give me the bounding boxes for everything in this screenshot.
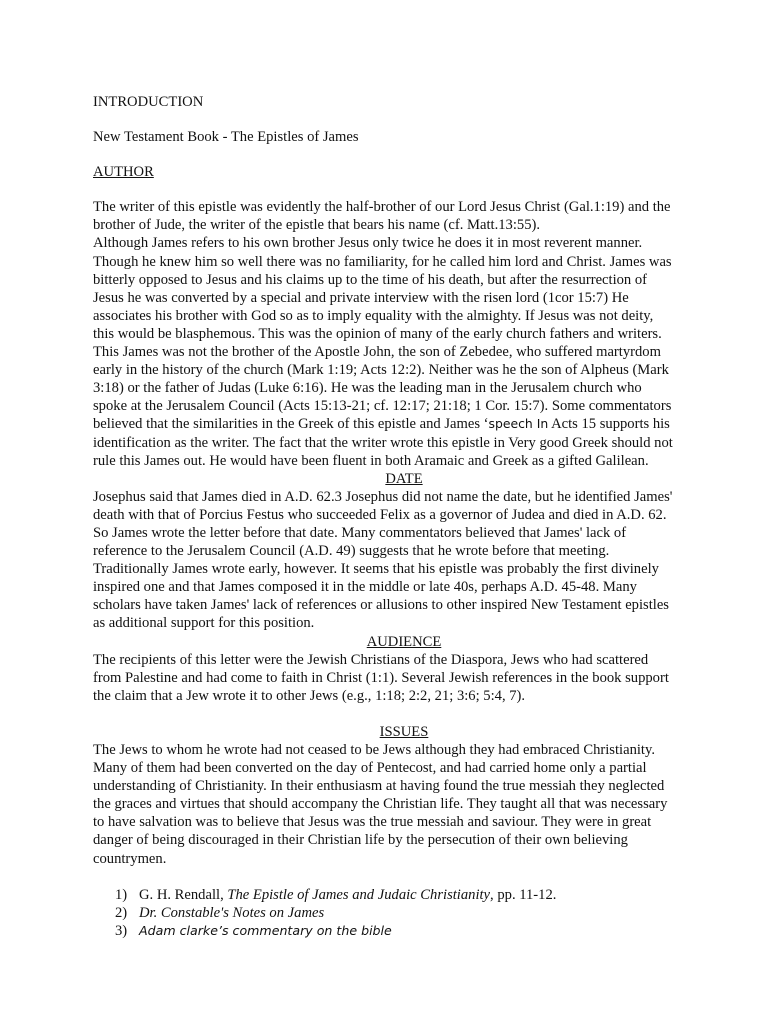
issues-line: the graces and virtues that should accompany the Christian life. They taught all that was necessary <box>93 796 668 813</box>
author-line: associates his brother with God so as to imply equality with the almighty. If Jesus was not deity, <box>93 307 654 324</box>
document-subtitle: New Testament Book - The Epistles of James <box>93 129 359 146</box>
footnote-pages: , pp. 11-12. <box>490 886 557 903</box>
author-line: This James was not the brother of the Apostle John, the son of Zebedee, who suffered martyrdom <box>93 344 661 361</box>
issues-line: The Jews to whom he wrote had not ceased to be Jews although they had embraced Christianity. <box>93 742 655 758</box>
footnote-title: The Epistle of James and Judaic Christianity <box>227 886 491 903</box>
author-line: early in the history of the church (Mark 1:19; Acts 12:2). Neither was he the son of Alpheus (Mark <box>93 362 669 379</box>
footnote-item <box>115 922 715 940</box>
footnotes-list <box>93 886 715 940</box>
author-line: The writer of this epistle was evidently the half-brother of our Lord Jesus Christ (Gal.1:19) and the <box>93 199 671 216</box>
author-line-mixed-font <box>93 415 715 433</box>
issues-heading: ISSUES <box>379 723 429 740</box>
date-heading: DATE <box>385 470 423 487</box>
issues-line: understanding of Christianity. In their enthusiasm at having found the true messiah they neglected <box>93 778 665 795</box>
author-line-part-sans: speech In <box>488 416 549 432</box>
author-section <box>93 198 715 469</box>
author-line: spoke at the Jerusalem Council (Acts 15:13-21; cf. 12:17; 21:18; 1 Cor. 15:7). Some commentators <box>93 398 672 415</box>
document-heading: INTRODUCTION <box>93 94 204 110</box>
date-line: So James wrote the letter before that date. Many commentators believed that James' lack of <box>93 524 627 541</box>
date-line: reference to the Jerusalem Council (A.D. 49) suggests that he wrote before that meeting. <box>93 543 610 560</box>
date-line: inspired one and that James composed it in the middle or late 40s, perhaps A.D. 45-48. Many <box>93 579 637 596</box>
author-line: rule this James out. He would have been fluent in both Aramaic and Greek as a gifted Galilean. <box>93 452 649 469</box>
author-line: brother of Jude, the writer of the epistle that bears his name (cf. Matt.13:55). <box>93 217 540 234</box>
footnote-item <box>115 904 715 922</box>
date-line: Traditionally James wrote early, however. It seems that his epistle was probably the first divinely <box>93 561 659 578</box>
author-line-part: believed that the similarities in the Greek of this epistle and James ‘ <box>93 416 489 433</box>
footnote-title: Adam clarke’s commentary on the bible <box>139 922 392 938</box>
footnote-number: 3) <box>115 922 128 939</box>
author-line: Although James refers to his own brother Jesus only twice he does it in most reverent manner. <box>93 235 643 252</box>
audience-heading: AUDIENCE <box>366 633 442 650</box>
date-line: Josephus said that James died in A.D. 62.3 Josephus did not name the date, but he identified James' <box>93 488 673 505</box>
issues-line: to have salvation was to believe that Jesus was the true messiah and saviour. They were in great <box>93 814 652 831</box>
date-line: as additional support for this position. <box>93 615 315 632</box>
author-line: bitterly opposed to Jesus and his claims up to the time of his death, but after the resurrection of <box>93 271 648 288</box>
audience-line: the claim that a Jew wrote it to other Jews (e.g., 1:18; 2:2, 21; 3:6; 5:4, 7). <box>93 687 526 704</box>
issues-section <box>93 741 715 868</box>
issues-line: danger of being discouraged in their Christian life by the persecution of their own believing <box>93 832 628 849</box>
date-line: scholars have taken James' lack of references or allusions to other inspired New Testament epistles <box>93 597 669 614</box>
footnote-item <box>115 886 715 904</box>
audience-line: from Palestine and had come to faith in Christ (1:1). Several Jewish references in the book support <box>93 669 669 686</box>
date-section <box>93 488 715 633</box>
document-page <box>93 88 715 940</box>
author-line: Jesus he was converted by a special and private interview with the risen lord (1cor 15:7) He <box>93 289 629 306</box>
author-heading: AUTHOR <box>93 164 154 181</box>
audience-section <box>93 651 715 705</box>
issues-line: countrymen. <box>93 850 167 867</box>
issues-line: Many of them had been converted on the day of Pentecost, and had carried home only a partial <box>93 760 647 777</box>
footnote-number: 2) <box>115 904 128 921</box>
author-line: identification as the writer. The fact that the writer wrote this epistle in Very good Greek should not <box>93 434 673 451</box>
author-line-part: Acts 15 supports his <box>548 416 670 433</box>
author-line: this would be blasphemous. This was the opinion of many of the early church fathers and writers. <box>93 325 662 342</box>
date-line: death with that of Porcius Festus who succeeded Felix as a governor of Judea and died in A.D. 62. <box>93 506 667 523</box>
audience-line: The recipients of this letter were the Jewish Christians of the Diaspora, Jews who had scattered <box>93 651 649 668</box>
footnote-author: G. H. Rendall, <box>139 886 228 903</box>
footnote-number: 1) <box>115 886 128 903</box>
author-line: 3:18) or the father of Judas (Luke 6:16). He was the leading man in the Jerusalem church who <box>93 380 642 397</box>
footnote-title: Dr. Constable's Notes on James <box>139 904 325 921</box>
author-line: Though he knew him so well there was no familiarity, for he called him lord and Christ. James was <box>93 253 672 270</box>
